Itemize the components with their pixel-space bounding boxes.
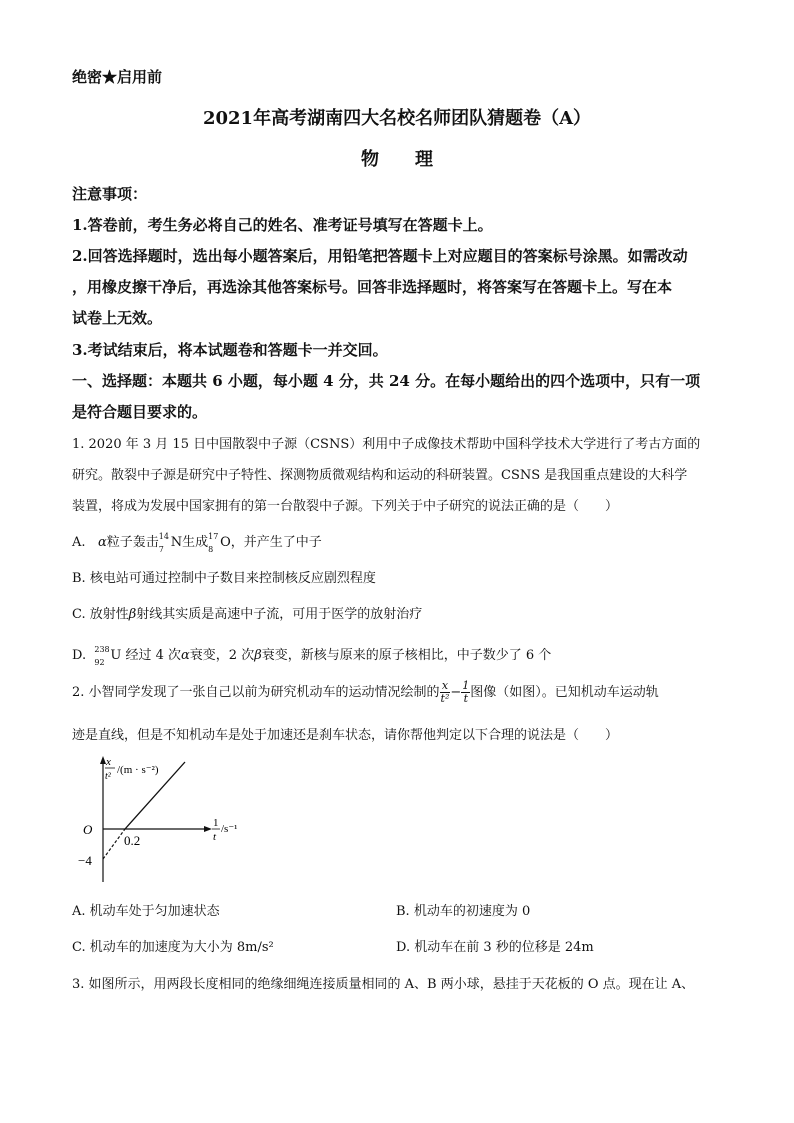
oxygen-isotope: 17 8: [208, 531, 219, 554]
q2-option-c: C. 机动车的加速度为大小为 8m/s²: [72, 940, 274, 955]
notice-item-2-line-2: ，用橡皮擦干净后，再选涂其他答案标号。回答非选择题时，将答案写在答题卡上。写在本: [72, 278, 673, 296]
option-text: ，并产生了中子: [230, 535, 322, 550]
q3-stem-line-1: 3. 如图所示，用两段长度相同的绝缘细绳连接质量相同的 A、B 两小球，悬挂于天花板的 O 点。现在让 A、: [72, 977, 695, 992]
q1-stem-line-2: 研究。散裂中子源是研究中子特性、探测物质微观结构和运动的科研装置。CSNS 是我国重点建设的大科学: [72, 468, 688, 483]
q1-option-d: [72, 644, 552, 667]
subject-title: 物 理: [361, 149, 433, 170]
y-label-unit: /(m · s⁻²): [117, 764, 159, 776]
beta-symbol: β: [254, 648, 262, 663]
option-text: 射线其实质是高速中子流，可用于医学的放射治疗: [136, 607, 423, 622]
origin-label: O: [83, 822, 93, 837]
alpha-symbol: α: [97, 535, 107, 550]
option-text: 衰变，新核与原来的原子核相比，中子数少了 6 个: [261, 648, 552, 663]
stem-text: 2. 小智同学发现了一张自己以前为研究机动车的运动情况绘制的: [72, 685, 440, 700]
q2-stem-line-2: 迹是直线，但是不知机动车是处于加速还是刹车状态，请你帮他判定以下合理的说法是（ ）: [72, 728, 619, 743]
beta-symbol: β: [128, 607, 137, 622]
x-label-num: 1: [213, 817, 219, 829]
q2-stem-line-1: [72, 680, 659, 705]
page-title: 2021年高考湖南四大名校名师团队猜题卷（A）: [202, 108, 592, 129]
option-text: 生成: [182, 535, 209, 550]
notice-item-2-line-3: 试卷上无效。: [72, 309, 163, 327]
notice-heading: 注意事项：: [72, 185, 148, 203]
oxygen-symbol: O: [220, 535, 231, 550]
minus-sign: −: [450, 685, 462, 700]
graph-dashed-extension: [103, 829, 125, 859]
notice-item-2-line-1: 2.回答选择题时，选出每小题答案后，用铅笔把答题卡上对应题目的答案标号涂黑。如需改动: [72, 247, 688, 265]
q1-stem-line-1: 1. 2020 年 3 月 15 日中国散裂中子源（CSNS）利用中子成像技术帮助中国科学技术大学进行了考古方面的: [72, 437, 701, 452]
option-text: 衰变，2 次: [189, 648, 255, 663]
q2-option-b: B. 机动车的初速度为 0: [396, 904, 531, 919]
q1-stem-line-3: 装置，将成为发展中国家拥有的第一台散裂中子源。下列关于中子研究的说法正确的是（ ）: [72, 499, 619, 514]
q1-option-a: [72, 531, 322, 554]
x-axis-arrow: [204, 826, 212, 832]
q2-option-a: A. 机动车处于匀加速状态: [72, 904, 220, 919]
confidential-label: 绝密★启用前: [72, 68, 163, 86]
x-tick-label: 0.2: [124, 833, 141, 848]
nitrogen-isotope: 14 7: [158, 531, 169, 554]
section-heading-line-1: 一、选择题：本题共 6 小题，每小题 4 分，共 24 分。在每小题给出的四个选项中，只有一项: [72, 372, 701, 390]
fraction-1-over-t: $\frac{1}{t}$: [462, 679, 470, 705]
nitrogen-symbol: N: [170, 535, 183, 550]
fraction-x-over-t2: $\frac{x}{\text{t²}}$: [440, 679, 450, 705]
y-label-num: x: [106, 756, 111, 768]
notice-item-1: 1.答卷前，考生务必将自己的姓名、准考证号填写在答题卡上。: [72, 216, 493, 234]
q1-option-b: B. 核电站可通过控制中子数目来控制核反应剧烈程度: [72, 571, 376, 586]
section-heading-line-2: 是符合题目要求的。: [72, 403, 208, 421]
y-label-den: t²: [105, 771, 111, 782]
uranium-symbol: U: [110, 648, 122, 663]
x-label-den: t: [213, 831, 217, 843]
q1-option-c: [72, 603, 422, 622]
option-text: 经过 4 次: [125, 648, 182, 663]
x-label-unit: /s⁻¹: [221, 823, 238, 835]
notice-item-3: 3.考试结束后，将本试题卷和答题卡一并交回。: [72, 341, 388, 359]
option-text: 粒子轰击: [106, 535, 159, 550]
y-tick-label: −4: [78, 853, 92, 868]
q2-graph: [70, 752, 260, 887]
q2-option-d: D. 机动车在前 3 秒的位移是 24m: [396, 940, 594, 955]
alpha-symbol: α: [181, 648, 190, 663]
stem-text: 图像（如图）。已知机动车运动轨: [470, 685, 659, 700]
uranium-isotope: 238 92: [94, 644, 110, 667]
option-letter: D.: [72, 648, 87, 663]
option-letter: A.: [72, 535, 86, 550]
option-text: C. 放射性: [72, 607, 129, 622]
